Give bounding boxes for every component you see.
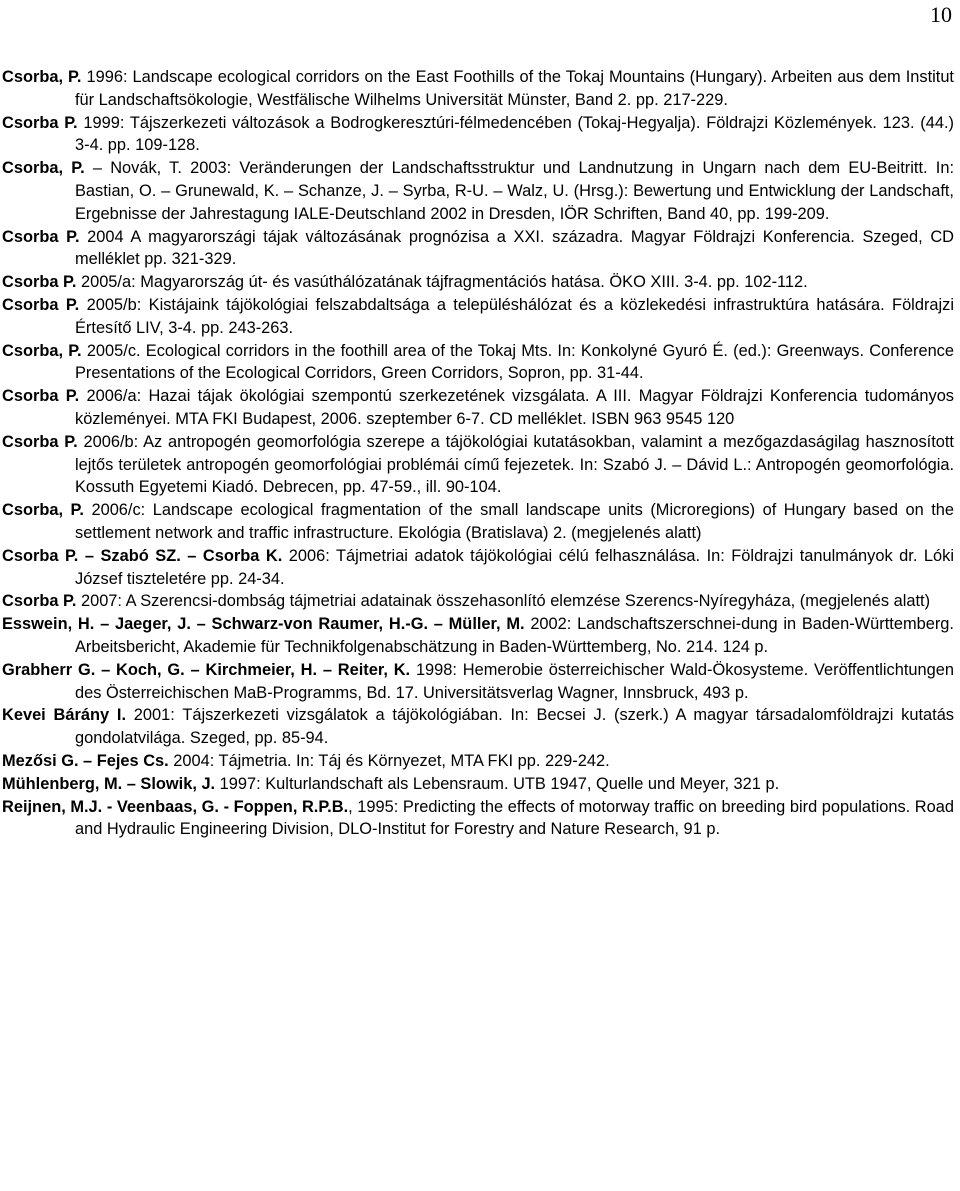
- reference-entry: [2, 271, 954, 294]
- reference-authors: Reijnen, M.J. - Veenbaas, G. - Foppen, R.P.B.: [2, 797, 349, 816]
- reference-text: 2006/a: Hazai tájak ökológiai szempontú szerkezetének vizsgálata. A III. Magyar Földrajzi Konferencia tudományos közleményei. MTA FKI Budapest, 2006. szeptember 6-7. CD melléklet. ISBN 963 9545 120: [75, 387, 954, 428]
- reference-entry: [2, 431, 954, 499]
- reference-text: – Novák, T. 2003: Veränderungen der Landschaftsstruktur und Landnutzung in Ungarn nach dem EU-Beitritt. In: Bastian, O. – Grunewald, K. – Schanze, J. – Syrba, R-U. – Walz, U. (Hrsg.): Bewertung und Entwicklung der Landschaft, Ergebnisse der Jahrestagung IALE-Deutschland 2002 in Dresden, IÖR Schriften, Band 40, pp. 199-209.: [75, 159, 954, 223]
- reference-text: 2005/c. Ecological corridors in the foothill area of the Tokaj Mts. In: Konkolyné Gyuró É. (ed.): Greenways. Conference Presentations of the Ecological Corridors, Green Corridors, Sopron, pp. 31-44.: [75, 341, 954, 383]
- reference-authors: Csorba P.: [2, 227, 80, 246]
- reference-entry: [2, 340, 954, 386]
- reference-authors: Csorba P. – Szabó SZ. – Csorba K.: [2, 546, 283, 565]
- reference-text: 2006: Tájmetriai adatok tájökológiai célú felhasználása. In: Földrajzi tanulmányok dr. Lóki József tiszteletére pp. 24-34.: [75, 546, 954, 588]
- reference-entry: [2, 112, 954, 158]
- reference-authors: Csorba, P.: [2, 341, 82, 360]
- reference-entry: [2, 613, 954, 659]
- reference-authors: Grabherr G. – Koch, G. – Kirchmeier, H. – Reiter, K.: [2, 660, 411, 679]
- reference-authors: Csorba, P.: [2, 159, 85, 178]
- reference-authors: Csorba, P.: [2, 501, 84, 520]
- reference-entry: [2, 226, 954, 272]
- reference-authors: Csorba P.: [2, 432, 78, 451]
- reference-authors: Csorba P.: [2, 113, 78, 132]
- reference-list: [2, 66, 954, 841]
- reference-entry: [2, 157, 954, 225]
- reference-text: 2006/c: Landscape ecological fragmentation of the small landscape units (Microregions) of Hungary based on the settlement network and traffic infrastructure. Ekológia (Bratislava) 2. (megjelenés alatt): [75, 501, 955, 542]
- reference-text: 1998: Hemerobie österreichischer Wald-Ökosysteme. Veröffentlichtungen des Österreichischen MaB-Programms, Bd. 17. Universitätsverlag Wagner, Innsbruck, 493 p.: [75, 660, 955, 702]
- reference-text: 1999: Tájszerkezeti változások a Bodrogkeresztúri-félmedencében (Tokaj-Hegyalja). Földrajzi Közlemények. 123. (44.) 3-4. pp. 109-128.: [75, 113, 954, 155]
- reference-entry: [2, 796, 954, 842]
- reference-authors: Csorba P.: [2, 295, 80, 314]
- reference-text: 2004 A magyarországi tájak változásának prognózisa a XXI. századra. Magyar Földrajzi Konferencia. Szeged, CD melléklet pp. 321-329.: [75, 227, 954, 269]
- reference-entry: [2, 294, 954, 340]
- reference-text: 1996: Landscape ecological corridors on the East Foothills of the Tokaj Mountains (Hungary). Arbeiten aus dem Institut für Landschaftsökologie, Westfälische Wilhelms Universität Münster, Band 2. pp. 217-229.: [75, 68, 954, 109]
- reference-text: , 1995: Predicting the effects of motorway traffic on breeding bird populations. Road and Hydraulic Engineering Division, DLO-Institut for Forestry and Nature Research, 91 p.: [75, 797, 954, 839]
- reference-entry: [2, 704, 954, 750]
- reference-text: 2002: Landschaftszerschnei-dung in Baden-Württemberg. Arbeitsbericht, Akademie für Technikfolgenabschätzung in Baden-Württemberg, No. 214. 124 p.: [75, 615, 954, 656]
- reference-text: 2001: Tájszerkezeti vizsgálatok a tájökológiában. In: Becsei J. (szerk.) A magyar társadalomföldrajzi kutatás gondolatvilága. Szeged, pp. 85-94.: [75, 706, 955, 748]
- reference-authors: Kevei Bárány I.: [2, 706, 127, 725]
- reference-authors: Csorba P.: [2, 387, 80, 406]
- reference-text: 2006/b: Az antropogén geomorfológia szerepe a tájökológiai kutatásokban, valamint a mezőgazdaságilag hasznosított lejtős területek antropogén geomorfológiai problémái című fejezetek. In: Szabó J. – Dávid L.: Antropogén geomorfológia. Kossuth Egyetemi Kiadó. Debrecen, pp. 47-59., ill. 90-104.: [75, 432, 954, 497]
- reference-authors: Csorba, P.: [2, 68, 82, 86]
- reference-text: 2004: Tájmetria. In: Táj és Környezet, MTA FKI pp. 229-242.: [168, 751, 610, 770]
- reference-entry: [2, 590, 954, 613]
- reference-authors: Mühlenberg, M. – Slowik, J.: [2, 774, 216, 793]
- reference-entry: [2, 773, 954, 796]
- reference-authors: Csorba P.: [2, 592, 77, 611]
- reference-text: 2007: A Szerencsi-dombság tájmetriai adatainak összehasonlító elemzése Szerencs-Nyíregyháza, (megjelenés alatt): [76, 592, 931, 611]
- page-number: 10: [930, 2, 952, 27]
- reference-entry: [2, 66, 954, 112]
- reference-authors: Csorba P.: [2, 273, 77, 292]
- reference-text: 2005/a: Magyarország út- és vasúthálózatának tájfragmentációs hatása. ÖKO XIII. 3-4. pp. 102-112.: [76, 273, 808, 292]
- reference-entry: [2, 385, 954, 431]
- reference-entry: [2, 499, 954, 545]
- reference-entry: [2, 659, 954, 705]
- reference-text: 2005/b: Kistájaink tájökológiai felszabdaltsága a településhálózat és a közlekedési infrastruktúra hatására. Földrajzi Értesítő LIV, 3-4. pp. 243-263.: [75, 295, 954, 337]
- reference-text: 1997: Kulturlandschaft als Lebensraum. UTB 1947, Quelle und Meyer, 321 p.: [215, 774, 780, 793]
- reference-entry: [2, 750, 954, 773]
- reference-authors: Esswein, H. – Jaeger, J. – Schwarz-von Raumer, H.-G. – Müller, M.: [2, 615, 525, 634]
- reference-authors: Mezősi G. – Fejes Cs.: [2, 751, 169, 770]
- reference-entry: [2, 545, 954, 591]
